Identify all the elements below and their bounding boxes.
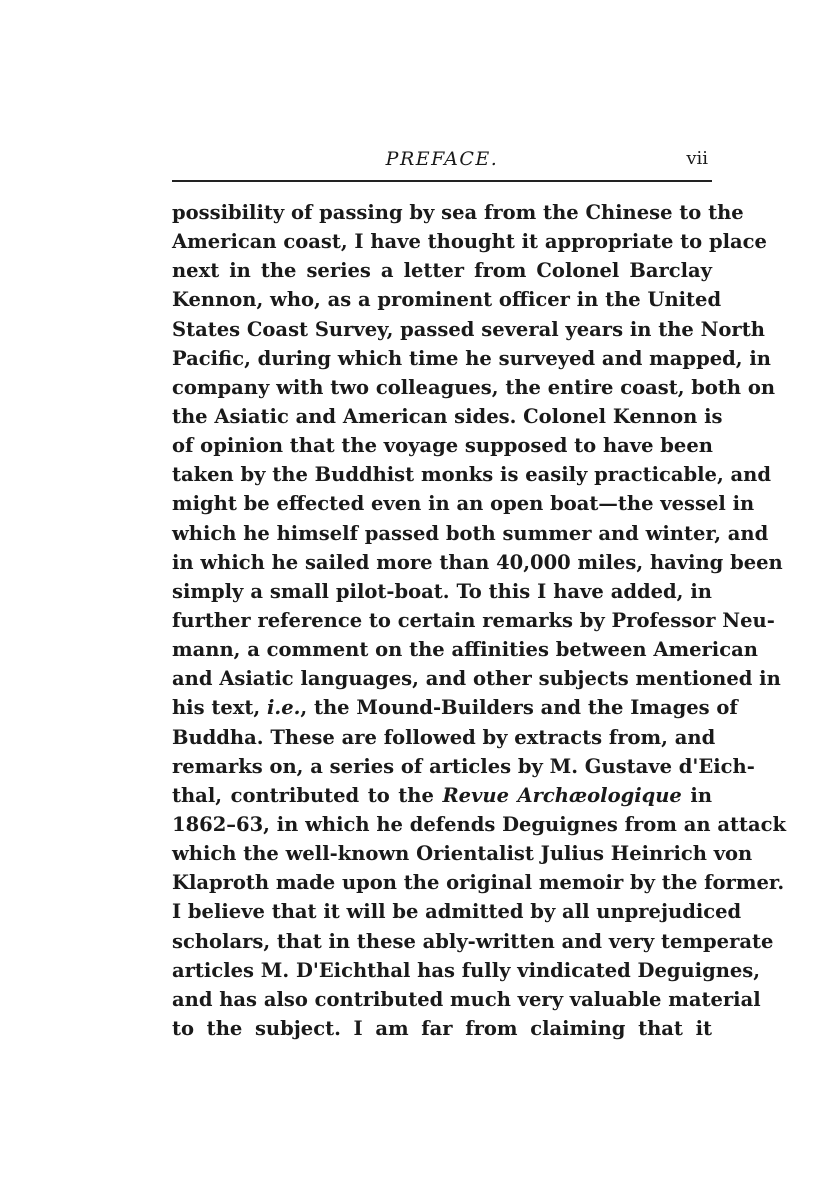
text-segment: in [690, 783, 712, 807]
text-line: Pacific, during which time he surveyed and mapped, in [172, 346, 771, 370]
running-head [172, 146, 712, 172]
text-line: remarks on, a series of articles by M. Gustave d'Eich- [172, 754, 755, 778]
text-line: and has also contributed much very valuable material [172, 987, 761, 1011]
text-line: further reference to certain remarks by Professor Neu- [172, 608, 775, 632]
text-line: might be effected even in an open boat—the vessel in [172, 492, 755, 516]
text-line: which he himself passed both summer and winter, and [172, 521, 769, 545]
text-line: which the well-known Orientalist Julius Heinrich von [172, 842, 753, 866]
italic-journal-title: Revue Archæologique [442, 783, 682, 807]
text-line: Kennon, who, as a prominent officer in the United [172, 288, 722, 312]
text-line: to the subject. I am far from claiming that it [172, 1016, 712, 1040]
text-line: I believe that it will be admitted by all unprejudiced [172, 900, 742, 924]
text-line: American coast, I have thought it appropriate to place [172, 230, 767, 254]
text-line: and Asiatic languages, and other subjects mentioned in [172, 667, 781, 691]
text-line: possibility of passing by sea from the Chinese to the [172, 201, 744, 224]
text-line: Buddha. These are followed by extracts from, and [172, 725, 716, 749]
text-segment: his text, [172, 696, 261, 720]
text-line: of opinion that the voyage supposed to have been [172, 434, 713, 458]
text-line-with-italic [172, 781, 712, 810]
page-number: vii [686, 148, 708, 169]
running-title: PREFACE. [385, 148, 499, 170]
text-line: articles M. D'Eichthal has fully vindicated Deguignes, [172, 958, 761, 982]
body-text [172, 198, 786, 1043]
text-line: next in the series a letter from Colonel Barclay [172, 259, 712, 283]
text-line: the Asiatic and American sides. Colonel Kennon is [172, 404, 723, 428]
text-line: taken by the Buddhist monks is easily practicable, and [172, 463, 771, 487]
text-line: Klaproth made upon the original memoir by the former. [172, 871, 785, 895]
text-line: States Coast Survey, passed several years in the North [172, 317, 765, 341]
text-line: mann, a comment on the affinities between American [172, 638, 758, 662]
text-segment: , the Mound-Builders and the Images of [300, 696, 738, 720]
italic-abbreviation: i.e. [267, 696, 301, 720]
text-line: simply a small pilot-boat. To this I have added, in [172, 579, 712, 603]
text-line: in which he sailed more than 40,000 miles, having been [172, 550, 783, 574]
header-rule [172, 180, 712, 182]
text-line: 1862–63, in which he defends Deguignes from an attack [172, 812, 786, 836]
text-line: scholars, that in these ably-written and very temperate [172, 929, 774, 953]
text-line-with-italic [172, 693, 738, 722]
text-line: company with two colleagues, the entire coast, both on [172, 375, 776, 399]
text-segment: thal, contributed to the [172, 783, 434, 807]
